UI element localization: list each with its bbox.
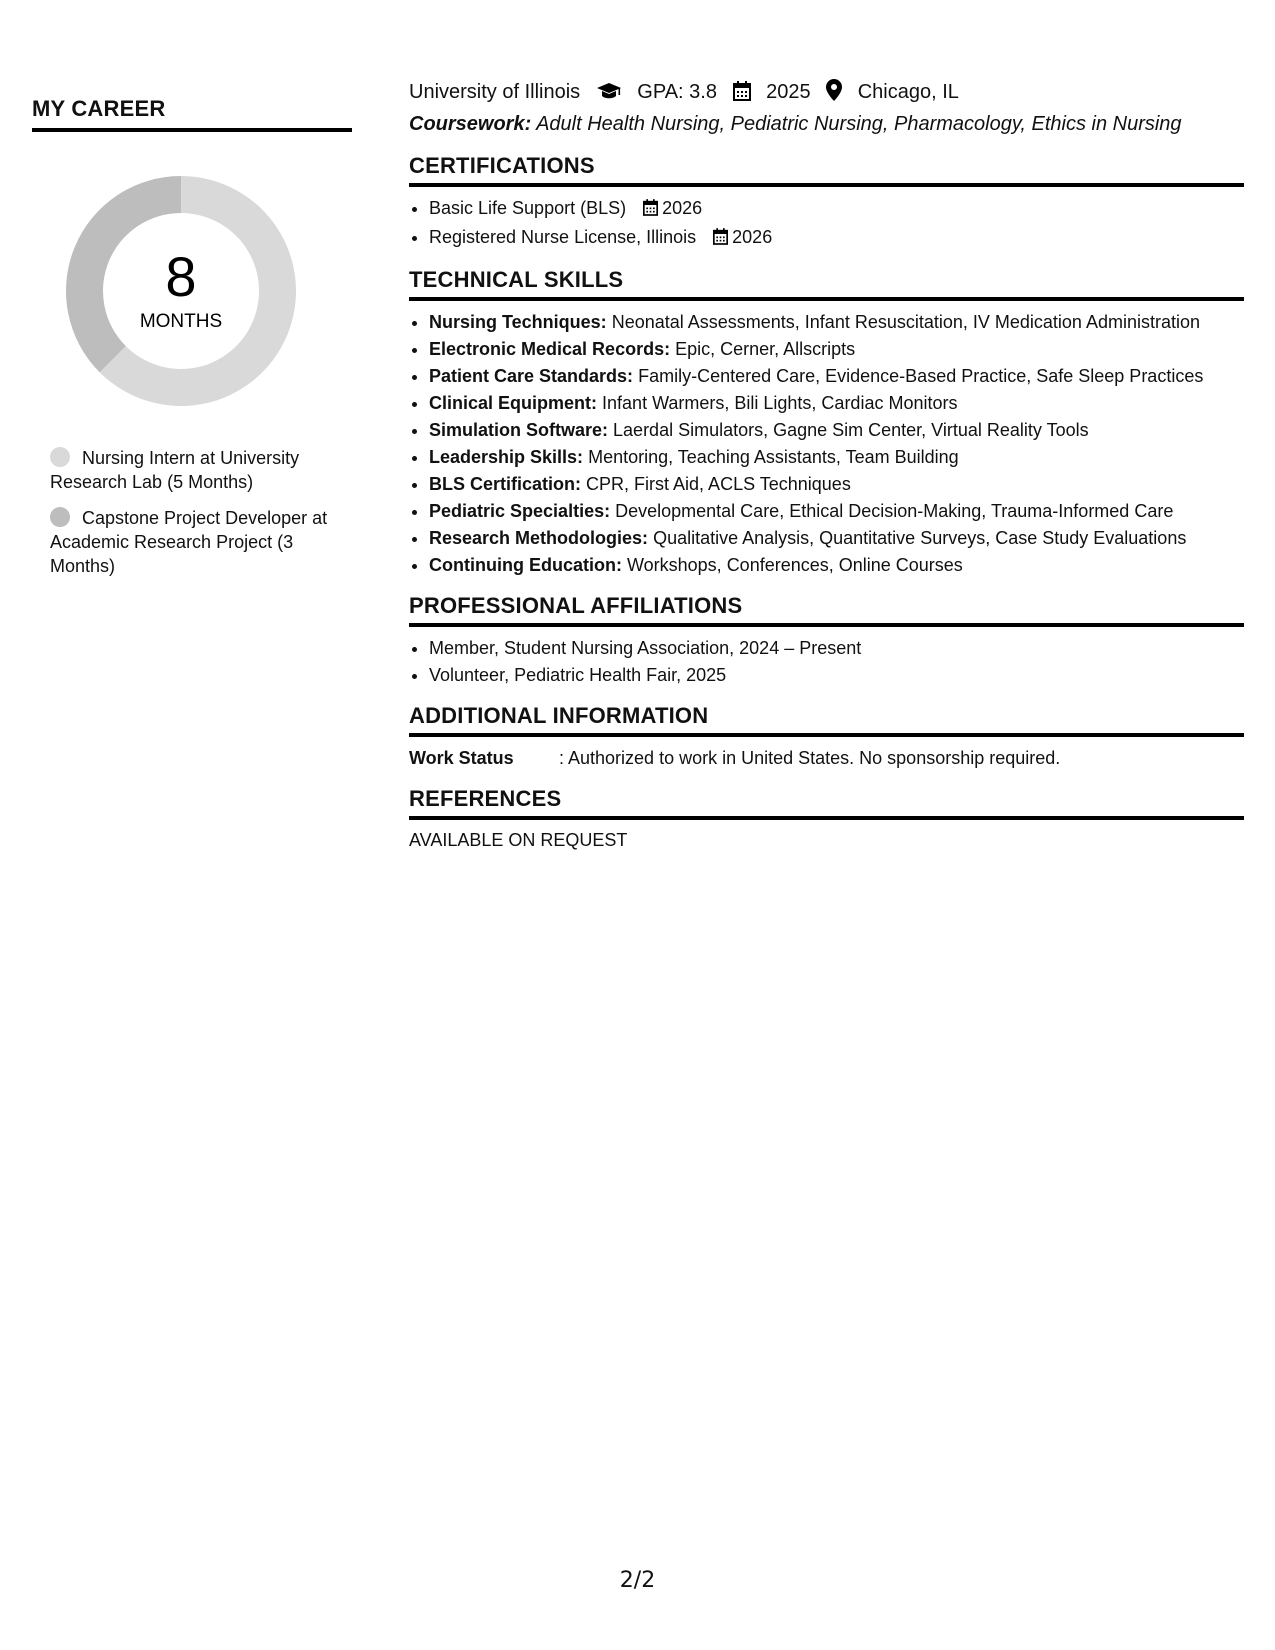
skill-value: Workshops, Conferences, Online Courses xyxy=(626,555,963,575)
work-status-value: : Authorized to work in United States. No sponsorship required. xyxy=(559,748,1061,768)
work-status-row xyxy=(409,745,1244,772)
graduation-cap-icon xyxy=(596,81,622,109)
career-donut-chart xyxy=(66,176,296,406)
skill-value: Qualitative Analysis, Quantitative Surveys, Case Study Evaluations xyxy=(653,528,1187,548)
gpa: GPA: 3.8 xyxy=(637,81,717,103)
school-name: University of Illinois xyxy=(409,81,581,103)
skill-item xyxy=(429,336,1244,363)
skill-item xyxy=(429,498,1244,525)
technical-skills-title: TECHNICAL SKILLS xyxy=(409,267,1244,301)
donut-center xyxy=(66,176,296,406)
skill-item xyxy=(429,525,1244,552)
career-title: MY CAREER xyxy=(32,96,352,132)
graduation-year: 2025 xyxy=(766,81,811,103)
calendar-icon xyxy=(733,81,751,109)
coursework-line xyxy=(409,109,1244,139)
affiliation-item: • Member, Student Nursing Association, 2024 – Present xyxy=(429,635,1244,662)
skill-value: Mentoring, Teaching Assistants, Team Building xyxy=(588,447,959,467)
skill-value: Infant Warmers, Bili Lights, Cardiac Monitors xyxy=(602,393,958,413)
skill-value: Laerdal Simulators, Gagne Sim Center, Virtual Reality Tools xyxy=(613,420,1089,440)
skill-item xyxy=(429,363,1244,390)
skill-label: Electronic Medical Records: xyxy=(429,339,671,359)
certification-item xyxy=(429,195,1244,224)
certification-name: Basic Life Support (BLS) xyxy=(429,198,627,218)
references-title: REFERENCES xyxy=(409,786,1244,820)
calendar-icon xyxy=(643,197,658,224)
skill-label: Continuing Education: xyxy=(429,555,622,575)
skill-label: BLS Certification: xyxy=(429,474,582,494)
skill-value: Epic, Cerner, Allscripts xyxy=(675,339,856,359)
work-status-key: Work Status xyxy=(409,748,514,768)
certification-item xyxy=(429,224,1244,253)
affiliation-item: • Volunteer, Pediatric Health Fair, 2025 xyxy=(429,662,1244,689)
skill-label: Patient Care Standards: xyxy=(429,366,634,386)
education-line xyxy=(409,78,1244,109)
coursework-label: Coursework: xyxy=(409,113,532,135)
certifications-title: CERTIFICATIONS xyxy=(409,153,1244,187)
career-sidebar xyxy=(32,96,352,590)
skill-item xyxy=(429,390,1244,417)
legend-dot-icon xyxy=(50,507,70,527)
skill-label: Leadership Skills: xyxy=(429,447,584,467)
donut-total-unit: MONTHS xyxy=(139,311,223,332)
certification-name: Registered Nurse License, Illinois xyxy=(429,227,697,247)
skill-value: CPR, First Aid, ACLS Techniques xyxy=(586,474,851,494)
legend-label: Capstone Project Developer at Academic Research Project (3 Months) xyxy=(50,508,328,576)
legend-item xyxy=(50,506,350,578)
location-pin-icon xyxy=(826,79,842,109)
page-number: 2/2 xyxy=(619,1568,656,1593)
affiliations-title: PROFESSIONAL AFFILIATIONS xyxy=(409,593,1244,627)
skill-label: Simulation Software: xyxy=(429,420,609,440)
additional-info-title: ADDITIONAL INFORMATION xyxy=(409,703,1244,737)
legend-dot-icon xyxy=(50,447,70,467)
skill-value: Family-Centered Care, Evidence-Based Practice, Safe Sleep Practices xyxy=(638,366,1204,386)
skill-item xyxy=(429,309,1244,336)
technical-skills-list xyxy=(409,309,1244,579)
affiliations-list xyxy=(409,635,1244,689)
references-text: AVAILABLE ON REQUEST xyxy=(409,830,628,850)
calendar-icon xyxy=(713,226,728,253)
skill-item xyxy=(429,552,1244,579)
skill-value: Developmental Care, Ethical Decision-Making, Trauma-Informed Care xyxy=(615,501,1174,521)
skill-label: Clinical Equipment: xyxy=(429,393,598,413)
legend-label: Nursing Intern at University Research Lab (5 Months) xyxy=(50,448,300,492)
career-legend xyxy=(50,446,350,578)
coursework-list: Adult Health Nursing, Pediatric Nursing, Pharmacology, Ethics in Nursing xyxy=(536,113,1182,135)
skill-label: Pediatric Specialties: xyxy=(429,501,611,521)
certification-year: 2026 xyxy=(662,198,703,218)
skill-value: Neonatal Assessments, Infant Resuscitation, IV Medication Administration xyxy=(611,312,1200,332)
skill-item xyxy=(429,471,1244,498)
legend-item xyxy=(50,446,350,494)
skill-label: Research Methodologies: xyxy=(429,528,649,548)
main-content xyxy=(409,78,1244,851)
skill-item xyxy=(429,444,1244,471)
certifications-list xyxy=(409,195,1244,253)
certification-year: 2026 xyxy=(732,227,773,247)
location: Chicago, IL xyxy=(857,81,959,103)
skill-label: Nursing Techniques: xyxy=(429,312,607,332)
skill-item xyxy=(429,417,1244,444)
donut-total-number: 8 xyxy=(165,245,197,308)
